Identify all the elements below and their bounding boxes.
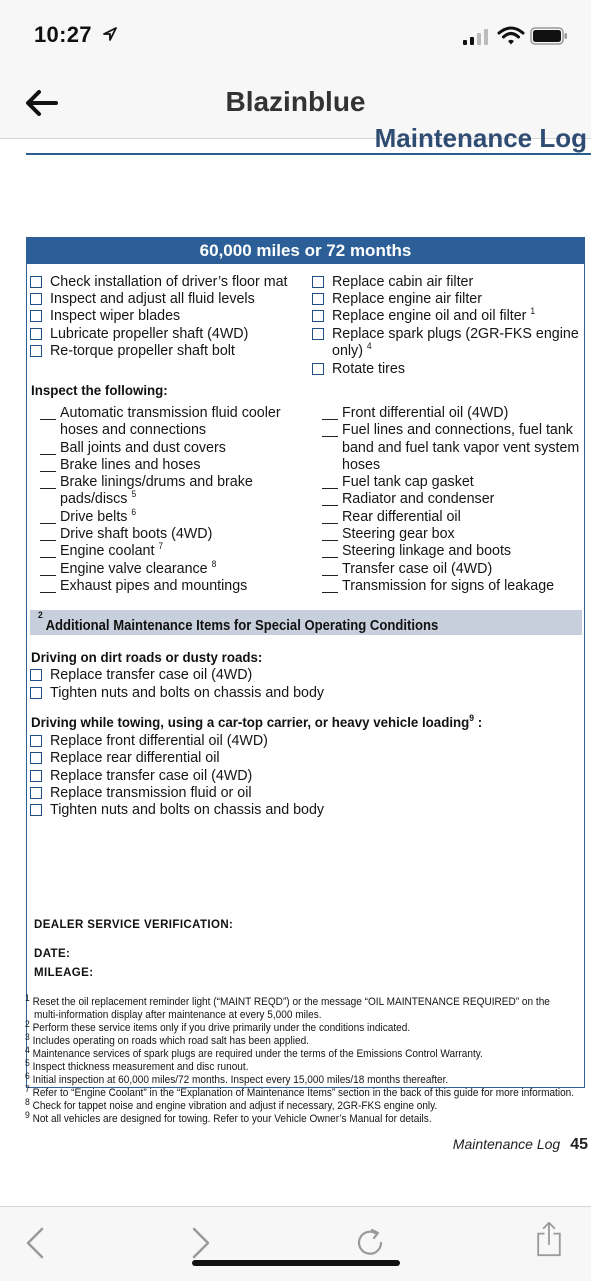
checkbox[interactable] — [312, 293, 324, 305]
heading-text: Driving while towing, using a car-top carrier, or heavy vehicle loading — [31, 714, 470, 730]
footnote — [25, 1032, 309, 1048]
blank-line[interactable] — [40, 488, 56, 489]
bottom-toolbar — [0, 1206, 591, 1281]
footnote — [25, 1110, 432, 1126]
item-text: pads/discs — [60, 490, 128, 507]
inspect-item: Fuel lines and connections, fuel tank — [342, 421, 573, 438]
inspect-item: Ball joints and dust covers — [60, 439, 226, 456]
inspect-item: Rear differential oil — [342, 508, 461, 525]
document-page[interactable] — [0, 123, 591, 1205]
checkbox[interactable] — [30, 770, 42, 782]
checklist-item-continued — [332, 342, 372, 359]
blank-line[interactable] — [322, 505, 338, 506]
blank-line[interactable] — [322, 436, 338, 437]
footnote — [25, 1084, 575, 1100]
checklist-item: Lubricate propeller shaft (4WD) — [50, 325, 249, 342]
checklist-item: Replace cabin air filter — [332, 273, 474, 290]
footnote-text: Initial inspection at 60,000 miles/72 months. Inspect every 15,000 miles/18 months thereafter. — [32, 1074, 449, 1086]
page-footer — [453, 1136, 588, 1154]
footnote-number: 7 — [25, 1084, 30, 1094]
inspect-item — [60, 542, 163, 559]
footnote-number: 5 — [25, 1058, 30, 1068]
inspect-item: Transfer case oil (4WD) — [342, 560, 493, 577]
item-text: Drive belts — [60, 508, 128, 525]
footnote — [25, 1058, 249, 1074]
item-text: only) — [332, 342, 363, 359]
blank-line[interactable] — [322, 523, 338, 524]
heading-colon: : — [477, 714, 483, 730]
header-rule — [26, 153, 591, 155]
inspect-item-continued: band and fuel tank vapor vent system — [342, 439, 580, 456]
footnote-text: Perform these service items only if you drive primarily under the conditions indicated. — [32, 1022, 411, 1034]
forward-chevron-icon[interactable] — [186, 1225, 216, 1261]
blank-line[interactable] — [40, 540, 56, 541]
footnote — [25, 1097, 438, 1113]
footnote — [25, 1071, 449, 1087]
checkbox[interactable] — [30, 787, 42, 799]
footnote-text: Maintenance services of spark plugs are required under the terms of the Emissions Control Warranty. — [32, 1048, 483, 1060]
special-conditions-band — [30, 610, 582, 635]
back-chevron-icon[interactable] — [22, 1225, 52, 1261]
footnote-number: 2 — [25, 1019, 30, 1029]
item-text: Engine valve clearance — [60, 560, 208, 577]
footnote-ref: 4 — [366, 341, 372, 351]
inspect-item: Exhaust pipes and mountings — [60, 577, 248, 594]
footnote-continued: multi-information display after maintenance at every 5,000 miles. — [34, 1009, 322, 1021]
checkbox[interactable] — [312, 328, 324, 340]
checkbox[interactable] — [30, 687, 42, 699]
interval-band: 60,000 miles or 72 months — [26, 237, 585, 264]
special-conditions-title — [38, 610, 439, 634]
blank-line[interactable] — [40, 454, 56, 455]
checkbox[interactable] — [312, 363, 324, 375]
footnote-text: Not all vehicles are designed for towing. Refer to your Vehicle Owner’s Manual for details. — [32, 1113, 432, 1125]
cellular-signal-icon — [463, 27, 493, 45]
checklist-item: Tighten nuts and bolts on chassis and body — [50, 684, 325, 701]
footnote-ref: 8 — [211, 559, 217, 569]
checklist-item: Replace front differential oil (4WD) — [50, 732, 268, 749]
checkbox[interactable] — [312, 276, 324, 288]
status-bar — [0, 0, 591, 72]
checkbox[interactable] — [30, 752, 42, 764]
page-label: Maintenance Log — [452, 1136, 561, 1152]
blank-line[interactable] — [322, 575, 338, 576]
checklist-item: Replace transmission fluid or oil — [50, 784, 252, 801]
wifi-icon — [498, 26, 524, 46]
inspect-item: Fuel tank cap gasket — [342, 473, 474, 490]
footnote — [25, 1045, 483, 1061]
checkbox[interactable] — [30, 804, 42, 816]
page-number: 45 — [570, 1136, 588, 1153]
inspect-item: Transmission for signs of leakage — [342, 577, 555, 594]
footnote-text: Inspect thickness measurement and disc runout. — [32, 1061, 249, 1073]
footnote-ref: 9 — [469, 713, 475, 723]
share-icon[interactable] — [534, 1221, 564, 1257]
footnote-ref: 5 — [131, 489, 137, 499]
inspect-item-continued: hoses — [342, 456, 381, 473]
footnote-text: Refer to “Engine Coolant” in the “Explanation of Maintenance Items” section in the back of this guide for more information. — [32, 1087, 575, 1099]
checklist-item: Replace engine air filter — [332, 290, 482, 307]
footnote-number: 9 — [25, 1110, 30, 1120]
checkbox[interactable] — [30, 669, 42, 681]
checklist-item: Tighten nuts and bolts on chassis and body — [50, 801, 325, 818]
band-text: Additional Maintenance Items for Special Operating Conditions — [45, 618, 439, 634]
checkbox[interactable] — [312, 310, 324, 322]
checklist-item: Inspect wiper blades — [50, 307, 181, 324]
battery-icon — [530, 27, 568, 45]
towing-heading — [31, 714, 482, 731]
checklist-item: Replace transfer case oil (4WD) — [50, 767, 253, 784]
footnote — [25, 993, 550, 1009]
dirt-roads-heading: Driving on dirt roads or dusty roads: — [31, 649, 263, 665]
blank-line[interactable] — [322, 540, 338, 541]
blank-line[interactable] — [322, 488, 338, 489]
status-time: 10:27 — [34, 22, 92, 47]
mileage-label: MILEAGE: — [34, 967, 94, 979]
inspect-item: Brake linings/drums and brake — [60, 473, 253, 490]
blank-line[interactable] — [40, 523, 56, 524]
blank-line[interactable] — [322, 557, 338, 558]
checkbox[interactable] — [30, 293, 42, 305]
item-text: Replace engine oil and oil filter — [332, 307, 527, 324]
inspect-item — [60, 508, 136, 525]
blank-line[interactable] — [40, 419, 56, 420]
inspect-item-continued: hoses and connections — [60, 421, 207, 438]
blank-line[interactable] — [40, 557, 56, 558]
footnote-text: Includes operating on roads which road salt has been applied. — [32, 1035, 309, 1047]
footnote-number: 4 — [25, 1045, 30, 1055]
inspect-item: Brake lines and hoses — [60, 456, 201, 473]
blank-line[interactable] — [40, 471, 56, 472]
checklist-item: Replace rear differential oil — [50, 749, 220, 766]
location-arrow-icon — [102, 26, 118, 42]
inspect-item: Front differential oil (4WD) — [342, 404, 509, 421]
inspect-item: Automatic transmission fluid cooler — [60, 404, 281, 421]
checklist-item: Re-torque propeller shaft bolt — [50, 342, 235, 359]
inspect-item: Drive shaft boots (4WD) — [60, 525, 213, 542]
blank-line[interactable] — [322, 592, 338, 593]
checklist-item: Rotate tires — [332, 360, 406, 377]
checklist-item: Replace spark plugs (2GR-FKS engine — [332, 325, 579, 342]
checkbox[interactable] — [30, 345, 42, 357]
date-label: DATE: — [34, 948, 71, 960]
footnote-ref: 1 — [530, 306, 536, 316]
reload-icon[interactable] — [356, 1225, 386, 1261]
footnote-text: Reset the oil replacement reminder light (“MAINT REQD”) or the message “OIL MAINTENANCE REQUIRED” on the — [32, 996, 550, 1008]
blank-line[interactable] — [322, 419, 338, 420]
dealer-verification-label: DEALER SERVICE VERIFICATION: — [34, 919, 234, 931]
inspect-item-continued — [60, 490, 136, 507]
checklist-item — [332, 307, 535, 324]
checkbox[interactable] — [30, 328, 42, 340]
inspect-item: Steering gear box — [342, 525, 455, 542]
checkbox[interactable] — [30, 276, 42, 288]
inspect-item — [60, 560, 216, 577]
footnote-ref: 6 — [131, 507, 137, 517]
footnote-number: 6 — [25, 1071, 30, 1081]
document-header: Maintenance Log — [374, 123, 587, 153]
checklist-item: Inspect and adjust all fluid levels — [50, 290, 255, 307]
inspect-item: Steering linkage and boots — [342, 542, 512, 559]
blank-line[interactable] — [40, 592, 56, 593]
blank-line[interactable] — [40, 575, 56, 576]
inspect-heading: Inspect the following: — [31, 382, 168, 398]
page-title: Blazinblue — [225, 86, 366, 117]
checklist-item: Replace transfer case oil (4WD) — [50, 666, 253, 683]
checkbox[interactable] — [30, 310, 42, 322]
checklist-item: Check installation of driver’s floor mat — [50, 273, 288, 290]
footnote-ref: 7 — [158, 541, 164, 551]
footnote-number: 8 — [25, 1097, 30, 1107]
home-indicator — [192, 1260, 400, 1266]
checkbox[interactable] — [30, 735, 42, 747]
inspect-item: Radiator and condenser — [342, 490, 495, 507]
footnote — [25, 1019, 411, 1035]
footnote-ref: 2 — [38, 610, 43, 620]
footnote-number: 3 — [25, 1032, 30, 1042]
footnote-number: 1 — [25, 993, 30, 1003]
item-text: Engine coolant — [60, 542, 155, 559]
footnote-text: Check for tappet noise and engine vibration and adjust if necessary, 2GR-FKS engine only. — [32, 1100, 438, 1112]
